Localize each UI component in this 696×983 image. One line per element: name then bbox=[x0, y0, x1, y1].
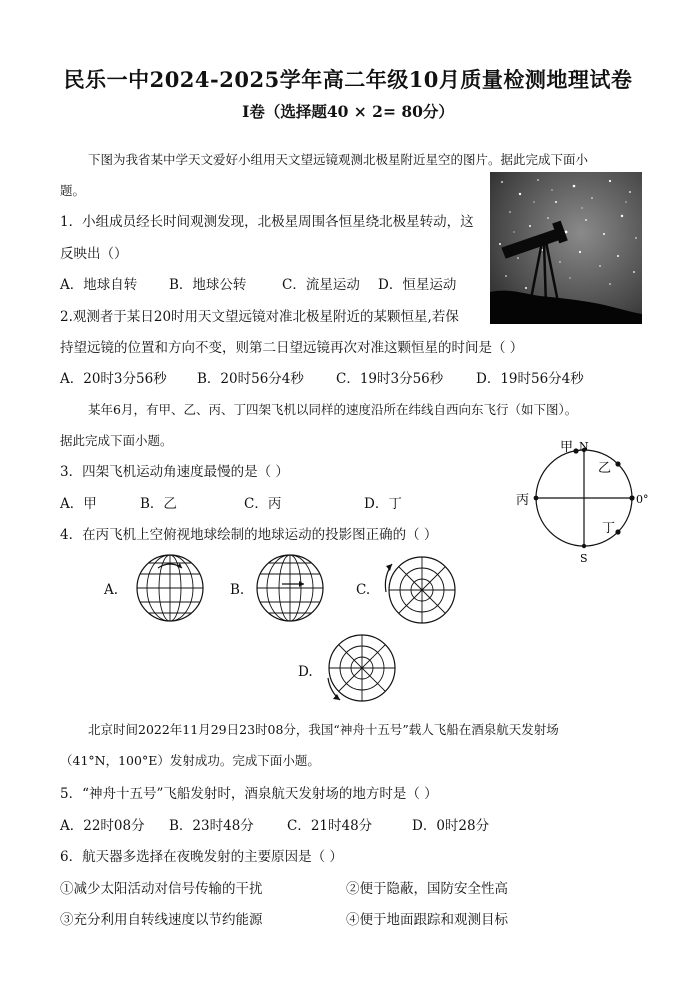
label-s: S bbox=[580, 552, 588, 565]
q2-option-c: C．19时3分56秒 bbox=[336, 371, 444, 387]
label-ding: 丁 bbox=[602, 521, 616, 536]
q6-item-4: ④便于地面跟踪和观测目标 bbox=[346, 912, 508, 928]
q1-stem-line1: 1．小组成员经长时间观测发现，北极星周围各恒星绕北极星转动，这 bbox=[60, 214, 474, 230]
q5-stem: 5．“神舟十五号”飞船发射时，酒泉航天发射场的地方时是（ ） bbox=[60, 786, 438, 802]
q3-option-a: A．甲 bbox=[60, 496, 97, 512]
q3-option-d: D．丁 bbox=[364, 496, 402, 512]
label-jia: 甲 bbox=[560, 440, 574, 455]
q1-option-a: A．地球自转 bbox=[60, 277, 138, 293]
q6-stem: 6．航天器多选择在夜晚发射的主要原因是（ ） bbox=[60, 849, 343, 865]
globe-label-d: D. bbox=[298, 664, 313, 680]
q2-option-a: A．20时3分56秒 bbox=[60, 371, 167, 387]
intro-1-line1: 下图为我省某中学天文爱好小组用天文望远镜观测北极星附近星空的图片。据此完成下面小 bbox=[88, 152, 589, 167]
q2-option-b: B．20时56分4秒 bbox=[197, 371, 304, 387]
intro-2-line1: 某年6月，有甲、乙、丙、丁四架飞机以同样的速度沿所在纬线自西向东飞行（如下图）。 bbox=[88, 402, 578, 417]
globe-option-b bbox=[254, 552, 326, 624]
q2-option-d: D．19时56分4秒 bbox=[476, 371, 584, 387]
globe-label-b: B. bbox=[230, 582, 245, 598]
globe-label-a: A. bbox=[104, 582, 119, 598]
latitude-circle-diagram bbox=[510, 436, 660, 566]
telescope-photo bbox=[490, 172, 642, 324]
label-yi: 乙 bbox=[598, 461, 612, 476]
globe-option-d bbox=[320, 632, 400, 708]
intro-2-line2: 据此完成下面小题。 bbox=[60, 433, 173, 448]
globe-option-c bbox=[380, 552, 460, 628]
intro-1-line2: 题。 bbox=[60, 183, 86, 198]
q3-stem: 3．四架飞机运动角速度最慢的是（ ） bbox=[60, 464, 289, 480]
section-subtitle: Ⅰ卷（选择题40 × 2= 80分） bbox=[242, 102, 454, 121]
q1-option-b: B．地球公转 bbox=[169, 277, 247, 293]
q5-option-d: D．0时28分 bbox=[412, 818, 490, 834]
label-zero: 0° bbox=[636, 493, 649, 506]
globe-option-a bbox=[134, 552, 206, 624]
q6-item-2: ②便于隐蔽，国防安全性高 bbox=[346, 881, 508, 897]
intro-3-line1: 北京时间2022年11月29日23时08分，我国“神舟十五号”载人飞船在酒泉航天发射场 bbox=[88, 722, 559, 737]
q5-option-a: A．22时08分 bbox=[60, 818, 145, 834]
q3-option-c: C．丙 bbox=[244, 496, 282, 512]
q1-option-d: D．恒星运动 bbox=[378, 277, 457, 293]
q1-stem-line2: 反映出（） bbox=[60, 246, 128, 262]
label-n: N bbox=[579, 440, 589, 453]
q1-option-c: C．流星运动 bbox=[282, 277, 360, 293]
q3-option-b: B．乙 bbox=[140, 496, 177, 512]
q6-item-1: ①减少太阳活动对信号传输的干扰 bbox=[60, 881, 263, 897]
q4-stem: 4．在丙飞机上空俯视地球绘制的地球运动的投影图正确的（ ） bbox=[60, 527, 438, 543]
q2-stem-line2: 持望远镜的位置和方向不变，则第二日望远镜再次对准这颗恒星的时间是（ ） bbox=[60, 340, 524, 356]
q5-option-b: B．23时48分 bbox=[169, 818, 254, 834]
globe-label-c: C. bbox=[356, 582, 371, 598]
intro-3-line2: （41°N，100°E）发射成功。完成下面小题。 bbox=[60, 753, 320, 768]
q5-option-c: C．21时48分 bbox=[287, 818, 373, 834]
q2-stem-line1: 2.观测者于某日20时用天文望远镜对准北极星附近的某颗恒星,若保 bbox=[60, 309, 459, 325]
label-bing: 丙 bbox=[516, 493, 530, 508]
q6-item-3: ③充分利用自转线速度以节约能源 bbox=[60, 912, 263, 928]
exam-title: 民乐一中2024-2025学年高二年级10月质量检测地理试卷 bbox=[63, 67, 633, 92]
